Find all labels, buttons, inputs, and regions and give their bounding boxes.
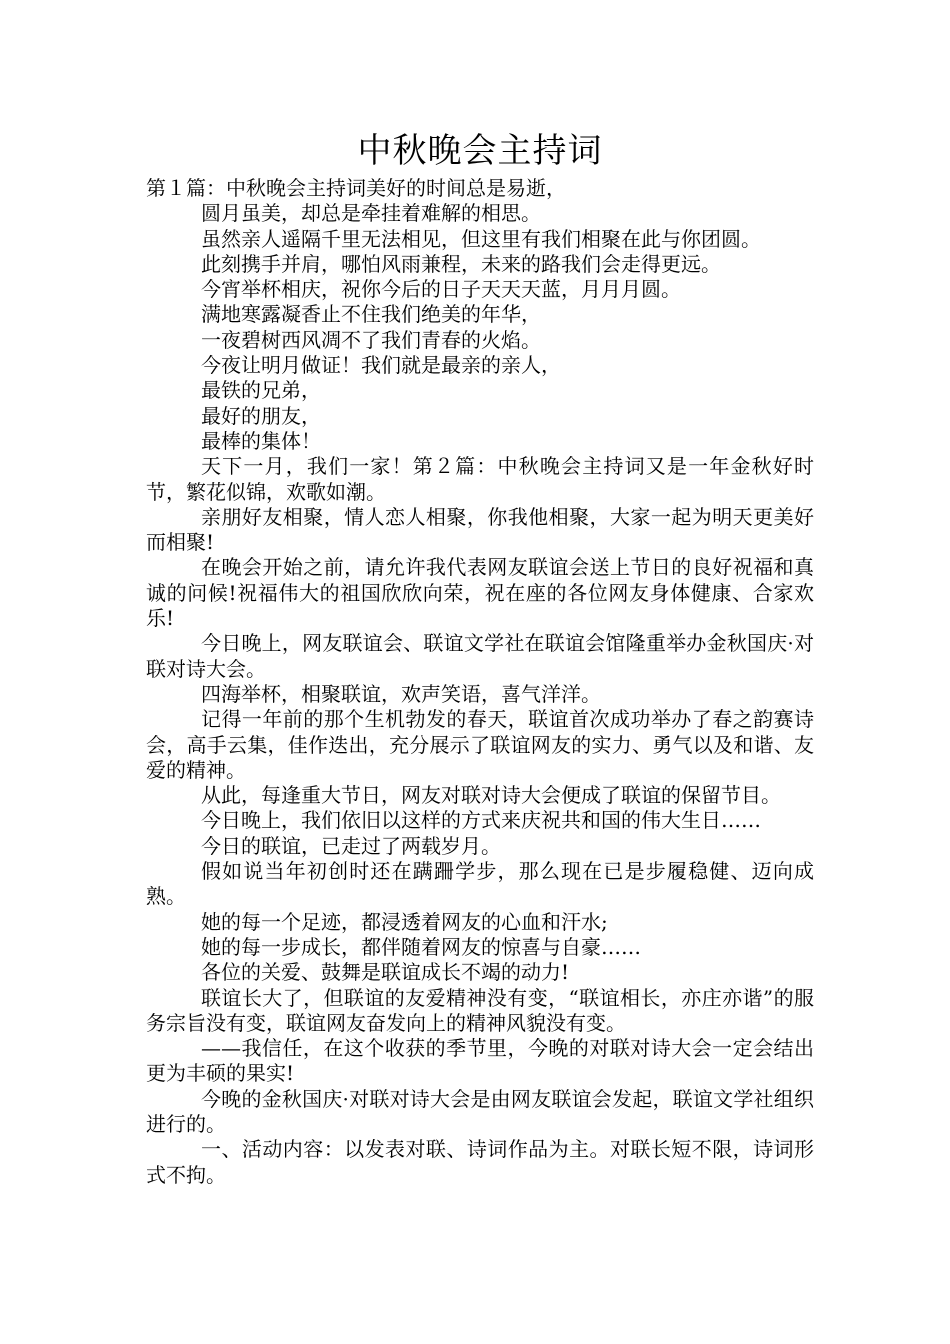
paragraph-10: 最好的朋友， <box>201 403 321 428</box>
paragraph-23: 她的每一步成长，都伴随着网友的惊喜与自豪…… <box>201 934 641 959</box>
paragraph-14: 在晚会开始之前，请允许我代表网友联谊会送上节日的良好祝福和真诚的问候!祝福伟大的祖国欣欣向荣，祝在座的各位网友身体健康、合家欢乐! <box>146 555 814 631</box>
paragraph-1: 第１篇：中秋晚会主持词美好的时间总是易逝， <box>146 176 566 200</box>
paragraph-12: 天下一月，我们一家！第２篇：中秋晚会主持词又是一年金秋好时节，繁花似锦，欢歌如潮。 <box>146 454 814 504</box>
paragraph-9: 最铁的兄弟， <box>201 378 321 403</box>
paragraph-26: ——我信任，在这个收获的季节里，今晚的对联对诗大会一定会结出更为丰硕的果实! <box>146 1036 814 1086</box>
paragraph-21: 假如说当年初创时还在蹒跚学步，那么现在已是步履稳健、迈向成熟。 <box>146 859 814 909</box>
paragraph-8: 今夜让明月做证！我们就是最亲的亲人， <box>201 353 561 378</box>
document-title: 中秋晚会主持词 <box>357 131 603 171</box>
paragraph-3: 虽然亲人遥隔千里无法相见，但这里有我们相聚在此与你团圆。 <box>201 226 761 251</box>
paragraph-19: 今日晚上，我们依旧以这样的方式来庆祝共和国的伟大生日…… <box>201 808 761 833</box>
paragraph-6: 满地寒露凝香止不住我们绝美的年华， <box>201 302 541 327</box>
paragraph-4: 此刻携手并肩，哪怕风雨兼程，未来的路我们会走得更远。 <box>201 251 721 276</box>
paragraph-16: 四海举杯，相聚联谊，欢声笑语，喜气洋洋。 <box>201 681 601 706</box>
paragraph-24: 各位的关爱、鼓舞是联谊成长不竭的动力! <box>201 960 570 985</box>
paragraph-13: 亲朋好友相聚，情人恋人相聚，你我他相聚，大家一起为明天更美好而相聚! <box>146 504 814 555</box>
paragraph-17: 记得一年前的那个生机勃发的春天，联谊首次成功举办了春之韵赛诗会，高手云集，佳作迭出，充分展示了联谊网友的实力、勇气以及和谐、友爱的精神。 <box>146 707 814 782</box>
paragraph-25: 联谊长大了，但联谊的友爱精神没有变，“联谊相长，亦庄亦谐”的服务宗旨没有变，联谊网友奋发向上的精神风貌没有变。 <box>146 985 814 1035</box>
paragraph-2: 圆月虽美，却总是牵挂着难解的相思。 <box>201 201 541 226</box>
paragraph-7: 一夜碧树西风凋不了我们青春的火焰。 <box>201 327 541 352</box>
paragraph-5: 今宵举杯相庆，祝你今后的日子天天天蓝，月月月圆。 <box>201 277 681 302</box>
paragraph-15: 今日晚上，网友联谊会、联谊文学社在联谊会馆隆重举办金秋国庆·对联对诗大会。 <box>146 631 814 681</box>
paragraph-11: 最棒的集体！ <box>201 428 321 453</box>
document-page <box>146 126 814 1188</box>
paragraph-20: 今日的联谊，已走过了两载岁月。 <box>201 833 501 858</box>
paragraph-27: 今晚的金秋国庆·对联对诗大会是由网友联谊会发起，联谊文学社组织进行的。 <box>146 1086 814 1136</box>
paragraph-22: 她的每一个足迹，都浸透着网友的心血和汗水; <box>201 909 608 934</box>
paragraph-18: 从此，每逢重大节日，网友对联对诗大会便成了联谊的保留节目。 <box>201 783 781 808</box>
paragraph-28: 一、活动内容：以发表对联、诗词作品为主。对联长短不限，诗词形式不拘。 <box>146 1137 814 1187</box>
